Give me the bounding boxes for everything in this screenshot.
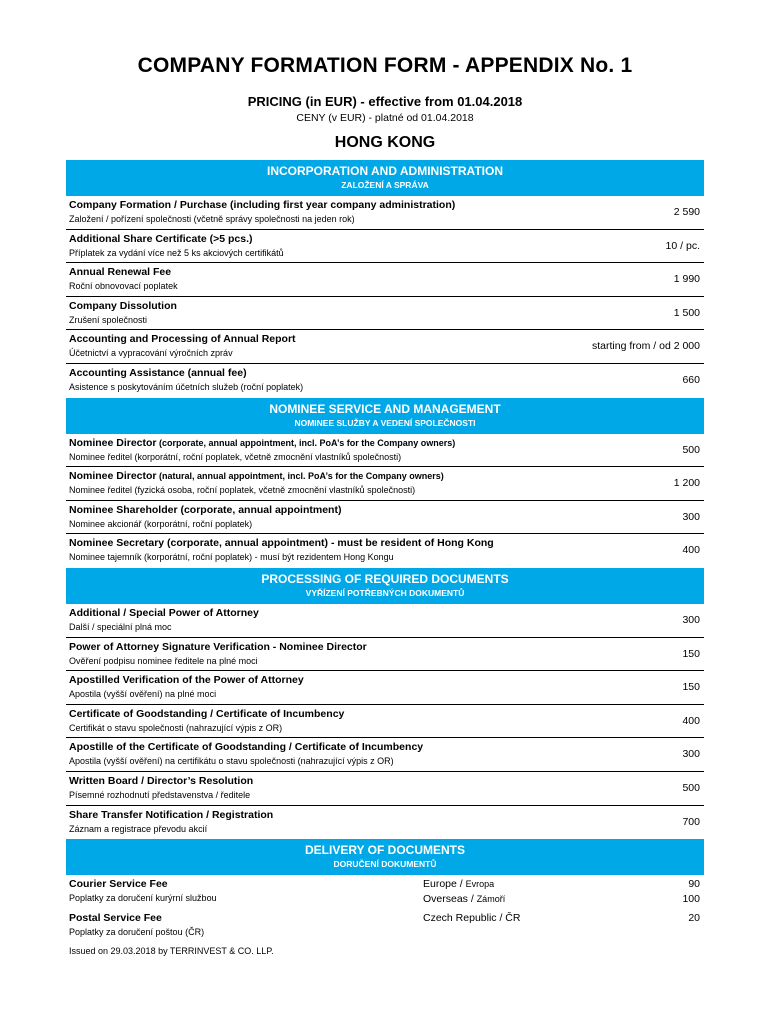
- item-price: 500: [682, 443, 700, 456]
- item-price: starting from / od 2 000: [592, 340, 700, 353]
- item-name-main: Accounting Assistance (annual fee): [69, 366, 247, 379]
- item-name-main: Additional Share Certificate (>5 pcs.): [69, 232, 253, 245]
- item-name-cz: Apostila (vyšší ověření) na plné moci: [69, 689, 217, 700]
- section-title: PROCESSING OF REQUIRED DOCUMENTS: [261, 571, 509, 586]
- page-title: COMPANY FORMATION FORM - APPENDIX No. 1: [137, 54, 633, 77]
- issued-note: Issued on 29.03.2018 by TERRINVEST & CO. LLP.: [69, 946, 274, 956]
- price-row: [66, 671, 704, 705]
- section-title-cz: ZALOŽENÍ A SPRÁVA: [341, 180, 429, 190]
- item-name-main: Certificate of Goodstanding / Certificate of Incumbency: [69, 707, 345, 720]
- price-row: [66, 638, 704, 672]
- item-price: 300: [682, 748, 700, 761]
- item-name: [69, 233, 253, 245]
- item-name: [69, 809, 273, 821]
- price-table: [66, 160, 704, 943]
- region-label-cz: Zámoří: [476, 894, 506, 905]
- item-name-cz: Další / speciální plná moc: [69, 621, 172, 632]
- item-price: 400: [682, 544, 700, 557]
- delivery-name-cz: Poplatky za doručení kurýrní službou: [69, 893, 217, 904]
- item-name: [69, 674, 304, 686]
- item-price: 1 990: [673, 273, 700, 286]
- price-row: [66, 806, 704, 840]
- price-row: [66, 196, 704, 230]
- price-row: [66, 604, 704, 638]
- item-price: 150: [682, 681, 700, 694]
- delivery-amount: 100: [682, 893, 700, 906]
- item-name-main: Nominee Shareholder (corporate, annual appointment): [69, 503, 342, 516]
- delivery-amount: 90: [688, 878, 700, 891]
- item-name-main: Nominee Secretary (corporate, annual appointment) - must be resident of Hong Kong: [69, 537, 494, 550]
- price-row: [66, 705, 704, 739]
- item-name-main: Apostille of the Certificate of Goodstanding / Certificate of Incumbency: [69, 741, 424, 754]
- item-name-main: Share Transfer Notification / Registration: [69, 808, 274, 821]
- item-name-main: Company Formation / Purchase (including first year company administration): [69, 199, 456, 211]
- item-price: 400: [682, 714, 700, 727]
- item-name-cz: Nominee tajemník (korporátní, roční poplatek) - musí být rezidentem Hong Kongu: [69, 552, 394, 563]
- item-name-cz: Apostila (vyšší ověření) na certifikátu o stavu společnosti (nahrazující výpis z OR): [69, 756, 394, 767]
- item-name-cz: Ověření podpisu nominee ředitele na plné moci: [69, 655, 258, 666]
- item-name-cz: Příplatek za vydání více než 5 ks akciových certifikátů: [69, 247, 284, 258]
- region-label: Overseas /: [423, 893, 477, 906]
- section-title: INCORPORATION AND ADMINISTRATION: [267, 164, 503, 178]
- price-row: [66, 534, 704, 568]
- price-row: [66, 467, 704, 501]
- item-name: [69, 775, 253, 787]
- price-row: [66, 434, 704, 468]
- item-name-cz: Zrušení společnosti: [69, 314, 148, 325]
- section-header: [66, 160, 704, 196]
- item-name-cz: Nominee akcionář (korporátní, roční poplatek): [69, 518, 253, 529]
- item-name-cz: Založení / pořízení společnosti (včetně správy společnosti na jeden rok): [69, 214, 355, 224]
- section-title-cz: NOMINEE SLUŽBY A VEDENÍ SPOLEČNOSTI: [294, 417, 476, 428]
- section-title-cz: DORUČENÍ DOKUMENTŮ: [333, 859, 437, 870]
- item-name: [69, 741, 423, 753]
- item-price: 150: [682, 647, 700, 660]
- item-price: 700: [682, 815, 700, 828]
- delivery-amount: 20: [688, 912, 700, 925]
- delivery-region: Czech Republic / ČR: [423, 912, 521, 925]
- item-name-cz: Záznam a registrace převodu akcií: [69, 823, 208, 834]
- item-name-note: (corporate, annual appointment, incl. PoA’s for the Company owners): [156, 437, 456, 448]
- item-price: 660: [682, 373, 700, 386]
- price-row: [66, 772, 704, 806]
- delivery-name: Postal Service Fee: [69, 912, 162, 925]
- delivery-name: Courier Service Fee: [69, 878, 168, 891]
- delivery-region: [423, 878, 494, 890]
- item-name: [69, 437, 455, 449]
- pricing-subtitle-cz: CENY (v EUR) - platné od 01.04.2018: [296, 112, 474, 124]
- item-name-main: Company Dissolution: [69, 299, 177, 312]
- item-name-cz: Nominee ředitel (korporátní, roční poplatek, včetně zmocnění vlastníků společnosti): [69, 451, 402, 462]
- item-name-main: Nominee Director: [69, 436, 157, 449]
- item-price: 300: [682, 510, 700, 523]
- price-row: [66, 738, 704, 772]
- delivery-row-postal: [66, 909, 704, 943]
- item-price: 500: [682, 781, 700, 794]
- item-name-main: Accounting and Processing of Annual Report: [69, 333, 296, 346]
- item-name: [69, 367, 247, 379]
- item-name-cz: Nominee ředitel (fyzická osoba, roční poplatek, včetně zmocnění vlastníků společnosti): [69, 485, 416, 496]
- item-name: [69, 641, 367, 653]
- item-name: [69, 300, 177, 312]
- price-row: [66, 297, 704, 331]
- price-row: [66, 230, 704, 264]
- item-name-main: Power of Attorney Signature Verification - Nominee Director: [69, 640, 367, 653]
- item-name-cz: Účetnictví a vypracování výročních zpráv: [69, 348, 233, 359]
- item-name-main: Nominee Director: [69, 470, 157, 483]
- delivery-row-courier: [66, 875, 704, 909]
- item-name-cz: Písemné rozhodnutí představenstva / ředitele: [69, 789, 251, 800]
- item-price: 1 200: [673, 477, 700, 490]
- item-name: [69, 607, 259, 619]
- region-label: Europe /: [423, 878, 466, 891]
- section-title: DELIVERY OF DOCUMENTS: [304, 843, 465, 858]
- item-name: [69, 470, 444, 482]
- item-name: [69, 333, 296, 345]
- item-name: [69, 199, 455, 211]
- delivery-name-cz: Poplatky za doručení poštou (ČR): [69, 927, 205, 938]
- item-name: [69, 537, 494, 549]
- item-name: [69, 504, 341, 516]
- section-header: [66, 839, 704, 875]
- item-price: 1 500: [673, 306, 700, 319]
- price-row: [66, 330, 704, 364]
- delivery-region: [423, 893, 505, 905]
- item-name-main: Apostilled Verification of the Power of Attorney: [69, 674, 304, 687]
- price-row: [66, 501, 704, 535]
- item-name: [69, 266, 171, 278]
- item-name-main: Written Board / Director’s Resolution: [69, 774, 254, 787]
- item-name-cz: Roční obnovovací poplatek: [69, 281, 178, 292]
- section-header: [66, 568, 704, 604]
- price-row: [66, 263, 704, 297]
- pricing-subtitle: PRICING (in EUR) - effective from 01.04.2018: [247, 94, 523, 109]
- region-label-cz: Evropa: [465, 879, 495, 890]
- section-title: NOMINEE SERVICE AND MANAGEMENT: [269, 401, 501, 416]
- item-name-cz: Asistence s poskytováním účetních služeb (roční poplatek): [69, 381, 304, 392]
- item-name-cz: Certifikát o stavu společnosti (nahrazující výpis z OR): [69, 722, 283, 733]
- item-name-note: (natural, annual appointment, incl. PoA’s for the Company owners): [156, 471, 444, 482]
- price-row: [66, 364, 704, 398]
- section-header: [66, 398, 704, 434]
- section-title-cz: VYŘÍZENÍ POTŘEBNÝCH DOKUMENTŮ: [305, 587, 465, 598]
- item-name: [69, 708, 344, 720]
- item-price: 300: [682, 613, 700, 626]
- item-name-main: Additional / Special Power of Attorney: [69, 606, 259, 619]
- country-heading: HONG KONG: [334, 134, 436, 151]
- item-name-main: Annual Renewal Fee: [69, 266, 172, 279]
- item-price: 10 / pc.: [665, 239, 700, 252]
- item-price: 2 590: [673, 206, 700, 218]
